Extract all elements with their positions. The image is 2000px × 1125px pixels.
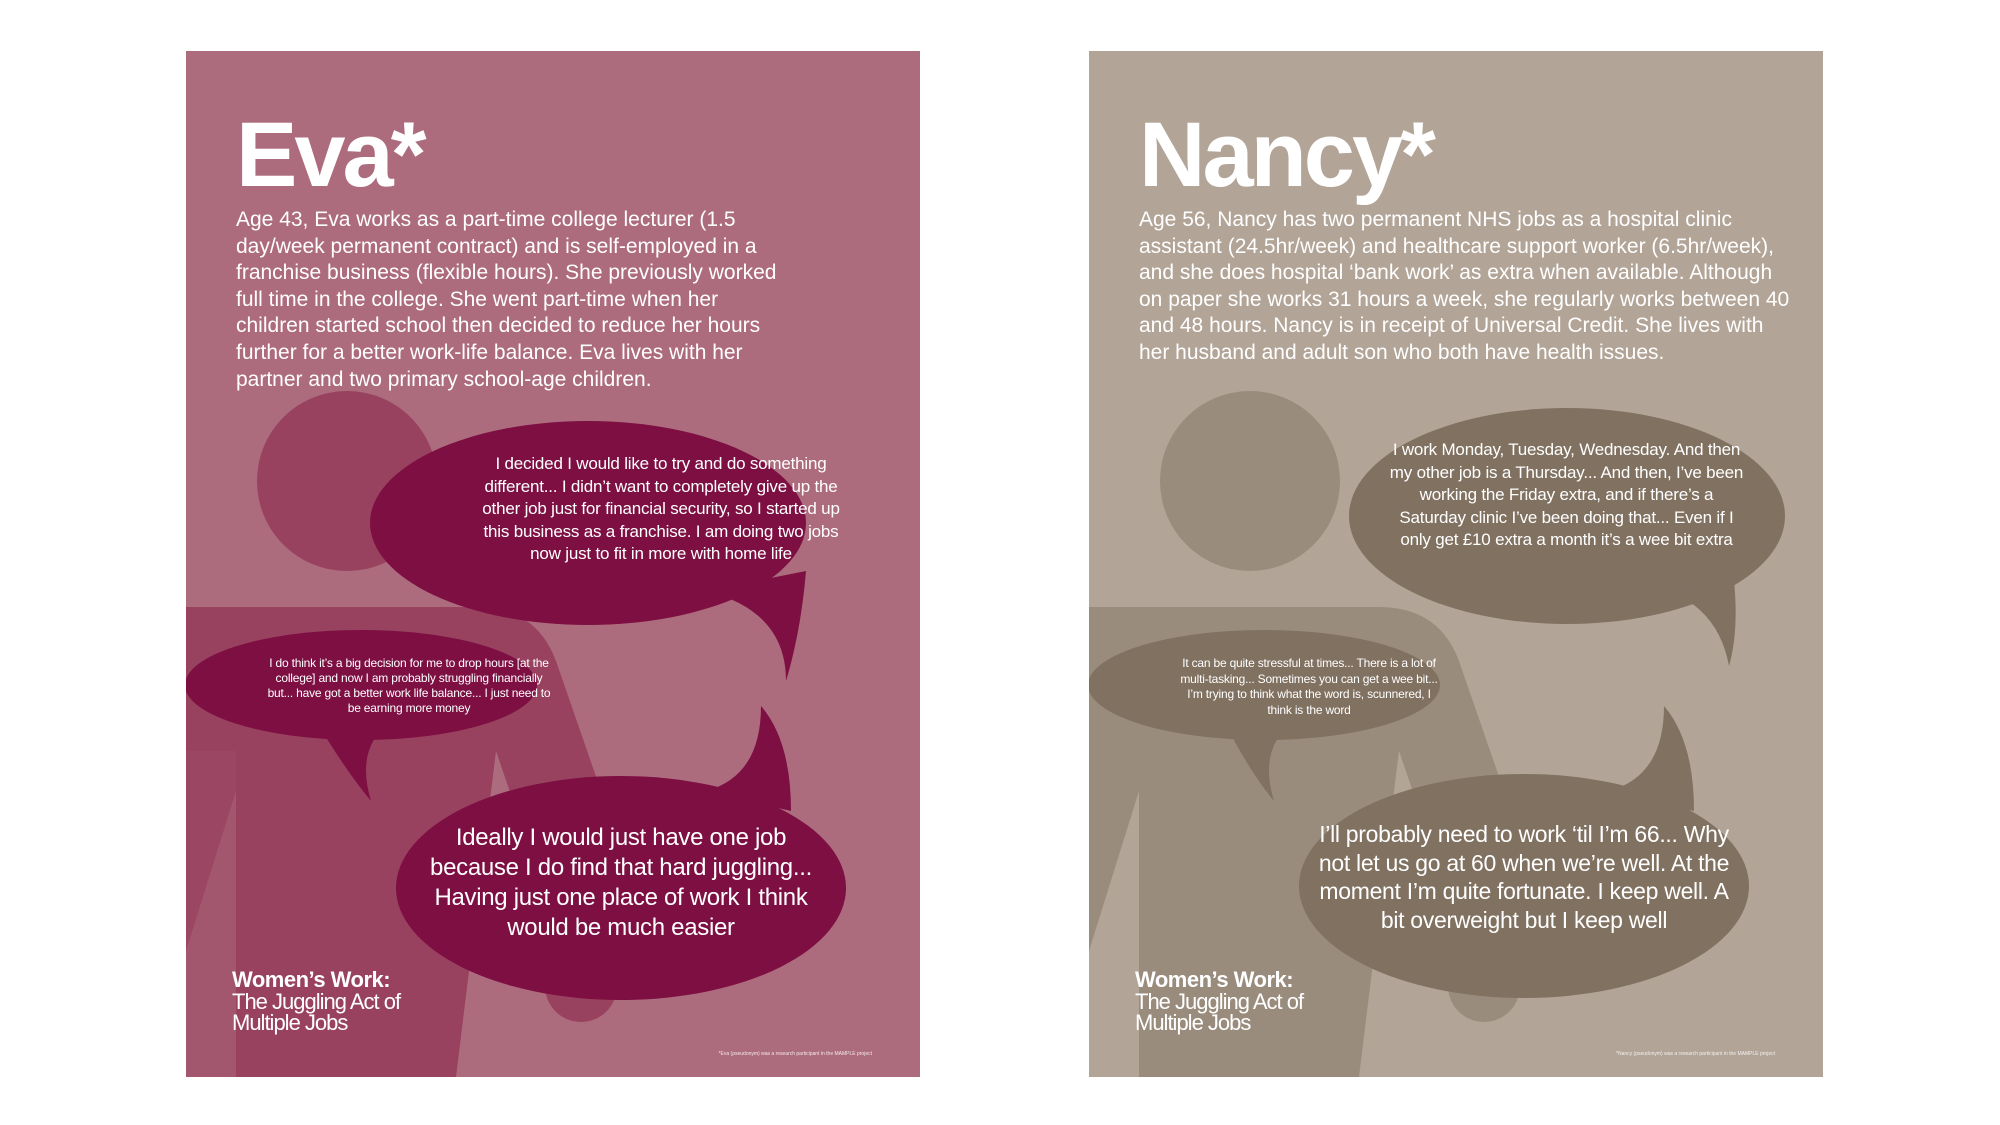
quote-top: I decided I would like to try and do something different... I didn’t want to completely give up the other job just for financial security, so I started up this business as a franchise. I am doing two jobs now just to fit in more with home life (482, 454, 840, 563)
person-name: Eva* (236, 104, 424, 206)
footnote: *Nancy (pseudonym) was a research participant in the MAMPLE project (1616, 1051, 1775, 1057)
project-brand (1135, 969, 1335, 1033)
quote-large: Ideally I would just have one job because I do find that hard juggling... Having just one place of work I think would be much easier (430, 824, 812, 941)
person-bio: Age 43, Eva works as a part-time college lecturer (1.5 day/week permanent contract) and is self-employed in a franchise business (flexible hours). She previously worked full time in the college. She went part-time when her children started school then decided to reduce her hours further for a better work-life balance. Eva lives with her partner and two primary school-age children. (236, 208, 777, 391)
project-brand (232, 969, 432, 1033)
quote-large: I’ll probably need to work ‘til I’m 66... Why not let us go at 60 when we’re well. At the moment I’m quite fortunate. I keep well. A bit overweight but I keep well (1318, 821, 1730, 933)
brand-title: Women’s Work: (1135, 967, 1294, 992)
quote-top: I work Monday, Tuesday, Wednesday. And then my other job is a Thursday... And then, I’ve been working the Friday extra, and if there’s a Saturday clinic I’ve been doing that... Even if I only get £10 extra a month it’s a wee bit extra (1389, 440, 1744, 549)
person-bio: Age 56, Nancy has two permanent NHS jobs as a hospital clinic assistant (24.5hr/week) and healthcare support worker (6.5hr/week), and she does hospital ‘bank work’ as extra when available. Although on paper she works 31 hours a week, she regularly works between 40 and 48 hours. Nancy is in receipt of Universal Credit. She lives with her husband and adult son who both have health issues. (1139, 208, 1790, 364)
footnote: *Eva (pseudonym) was a research participant in the MAMPLE project (718, 1051, 872, 1057)
brand-subtitle: The Juggling Act of Multiple Jobs (232, 989, 401, 1035)
quote-small: I do think it’s a big decision for me to drop hours [at the college] and now I am probably struggling financially but... have got a better work life balance... I just need to be earning more money (267, 656, 551, 715)
poster-eva (186, 51, 920, 1077)
quote-small: It can be quite stressful at times... There is a lot of multi-tasking... Sometimes you can get a wee bit... I’m trying to think what the word is, scunnered, I think is the word (1180, 656, 1438, 717)
person-name: Nancy* (1139, 104, 1433, 206)
brand-subtitle: The Juggling Act of Multiple Jobs (1135, 989, 1304, 1035)
brand-title: Women’s Work: (232, 967, 391, 992)
poster-nancy (1089, 51, 1823, 1077)
